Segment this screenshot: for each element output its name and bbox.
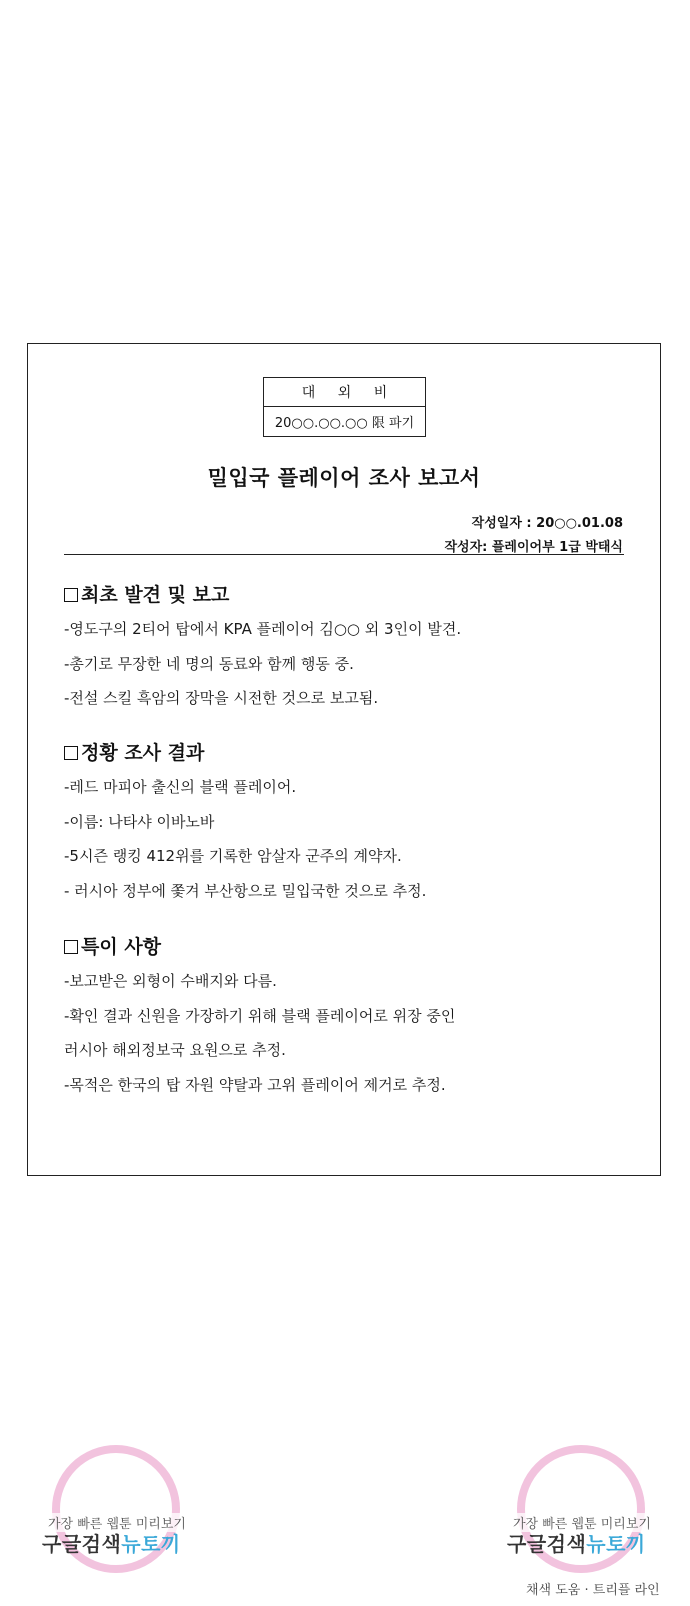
section-heading: 최초 발견 및 보고: [64, 578, 630, 612]
section-line: -5시즌 랭킹 412위를 기록한 암살자 군주의 계약자.: [64, 847, 402, 865]
section-notes: [64, 930, 630, 1102]
section-line: -보고받은 외형이 수배지와 다름.: [64, 972, 277, 990]
header-divider: [64, 554, 624, 555]
section-line: -전설 스킬 흑암의 장막을 시전한 것으로 보고됨.: [64, 689, 379, 707]
watermark-brand: 구글검색뉴토끼: [42, 1532, 181, 1556]
section-first-discovery: [64, 578, 630, 716]
section-line: -영도구의 2티어 탑에서 KPA 플레이어 김○○ 외 3인이 발견.: [64, 620, 462, 638]
section-line: -레드 마피아 출신의 블랙 플레이어.: [64, 778, 297, 796]
confidential-stamp: [263, 377, 426, 437]
watermark-tagline: 가장 빠른 웹툰 미리보기: [513, 1513, 651, 1532]
section-line: 러시아 해외정보국 요원으로 추정.: [64, 1041, 286, 1059]
report-author: 작성자: 플레이어부 1급 박태식: [444, 540, 623, 555]
section-line: -이름: 나타샤 이바노바: [64, 812, 215, 831]
checkbox-square-icon: [64, 588, 78, 602]
watermark-logo-left: [30, 1410, 210, 1590]
checkbox-square-icon: [64, 746, 78, 760]
section-line: -총기로 무장한 네 명의 동료와 함께 행동 중.: [64, 654, 354, 673]
report-document: [27, 343, 661, 1176]
watermark-tagline: 가장 빠른 웹툰 미리보기: [48, 1513, 186, 1532]
credit-text: 채색 도움 · 트리플 라인: [526, 1583, 660, 1598]
disposal-date: 20○○.○○.○○ 限 파기: [274, 416, 415, 431]
watermark-brand: 구글검색뉴토끼: [507, 1532, 646, 1556]
classification-label: 대 외 비: [264, 378, 425, 407]
report-date: 작성일자 : 20○○.01.08: [471, 516, 623, 531]
report-title: 밀입국 플레이어 조사 보고서: [207, 466, 481, 490]
section-line: -확인 결과 신원을 가장하기 위해 블랙 플레이어로 위장 중인: [64, 1006, 456, 1025]
section-heading: 정황 조사 결과: [64, 736, 630, 770]
section-line: - 러시아 정부에 쫓겨 부산항으로 밀입국한 것으로 추정.: [64, 881, 427, 900]
watermark-logo-right: [495, 1410, 675, 1590]
section-heading: 특이 사항: [64, 930, 630, 964]
checkbox-square-icon: [64, 940, 78, 954]
section-investigation: [64, 736, 630, 908]
section-line: -목적은 한국의 탑 자원 약탈과 고위 플레이어 제거로 추정.: [64, 1075, 446, 1094]
